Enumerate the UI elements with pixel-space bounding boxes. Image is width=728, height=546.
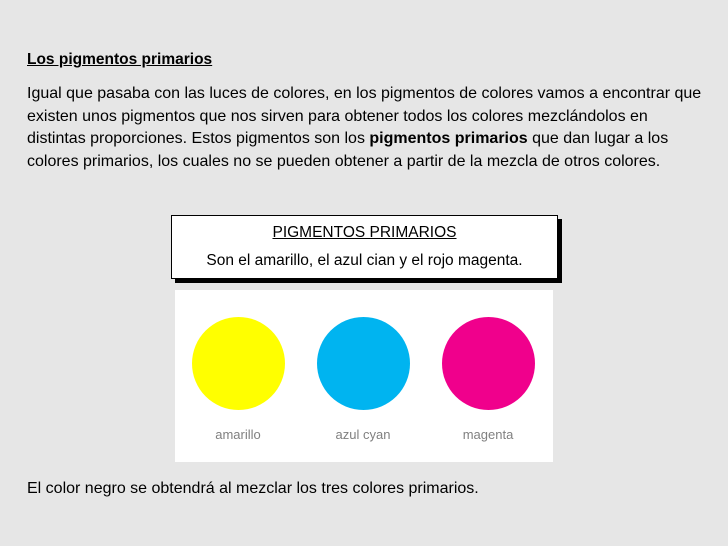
yellow-swatch-label: amarillo — [215, 427, 261, 442]
cyan-swatch-label: azul cyan — [335, 427, 391, 442]
magenta-swatch — [442, 317, 535, 410]
callout-title: PIGMENTOS PRIMARIOS — [272, 224, 457, 241]
primary-pigments-callout — [171, 215, 558, 279]
section-heading: Los pigmentos primarios — [27, 51, 213, 68]
color-swatch-panel — [175, 290, 553, 462]
intro-paragraph — [27, 83, 707, 173]
callout-body: Son el amarillo, el azul cian y el rojo magenta. — [206, 252, 523, 269]
cyan-swatch — [317, 317, 410, 410]
footer-note: El color negro se obtendrá al mezclar los tres colores primarios. — [27, 480, 479, 497]
yellow-swatch — [192, 317, 285, 410]
paragraph-bold-term: pigmentos primarios — [369, 130, 528, 147]
paragraph-text-end: que dan lugar a los colores primarios, los cuales no se pueden obtener a partir de la mezcla de otros colores. — [27, 130, 669, 170]
paragraph-text-start: Igual que pasaba con las luces de colores, en los pigmentos de colores vamos a encontrar que existen unos pigmentos que nos sirven para obtener todos los colores mezclándolos en distintas proporciones. Estos pigmentos son los — [27, 85, 702, 147]
magenta-swatch-label: magenta — [462, 427, 514, 442]
